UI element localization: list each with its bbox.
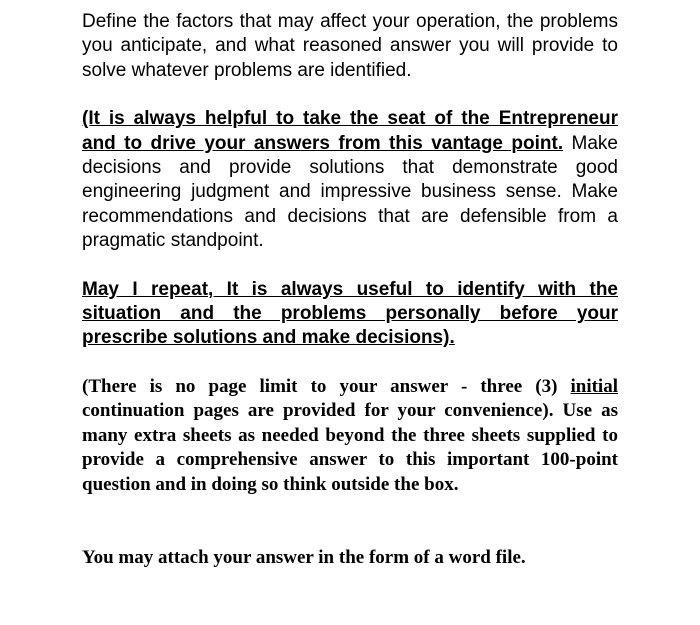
repeat-text: May I repeat, It is always useful to identify with the situation and the problems personally before your prescribe solutions and make decisions). <box>82 278 618 349</box>
attachment-paragraph <box>82 546 618 570</box>
page-limit-text-start: (There is no page limit to your answer - three (3) <box>82 375 571 397</box>
attachment-text: You may attach your answer in the form of a word file. <box>82 546 526 568</box>
entrepreneur-paragraph <box>82 107 618 253</box>
page-limit-underlined-word: initial <box>570 375 618 397</box>
document-page <box>82 10 618 570</box>
entrepreneur-rest-text: Make decisions and provide solutions that demonstrate good engineering judgment and impressive business sense. Make recommendations and decisions that are defensible from a pragmatic standpoint. <box>82 132 618 252</box>
entrepreneur-emphasis-text: (It is always helpful to take the seat of the Entrepreneur and to drive your answers from this vantage point. <box>82 108 618 154</box>
page-limit-text-end: continuation pages are provided for your convenience). Use as many extra sheets as needed beyond the three sheets supplied to provide a comprehensive answer to this important 100-point question and in doing so think outside the box. <box>82 400 618 495</box>
instructions-paragraph <box>82 10 618 83</box>
page-limit-paragraph <box>82 375 618 497</box>
repeat-paragraph <box>82 278 618 351</box>
instructions-text: Define the factors that may affect your operation, the problems you anticipate, and what reasoned answer you will provide to solve whatever problems are identified. <box>82 11 618 81</box>
